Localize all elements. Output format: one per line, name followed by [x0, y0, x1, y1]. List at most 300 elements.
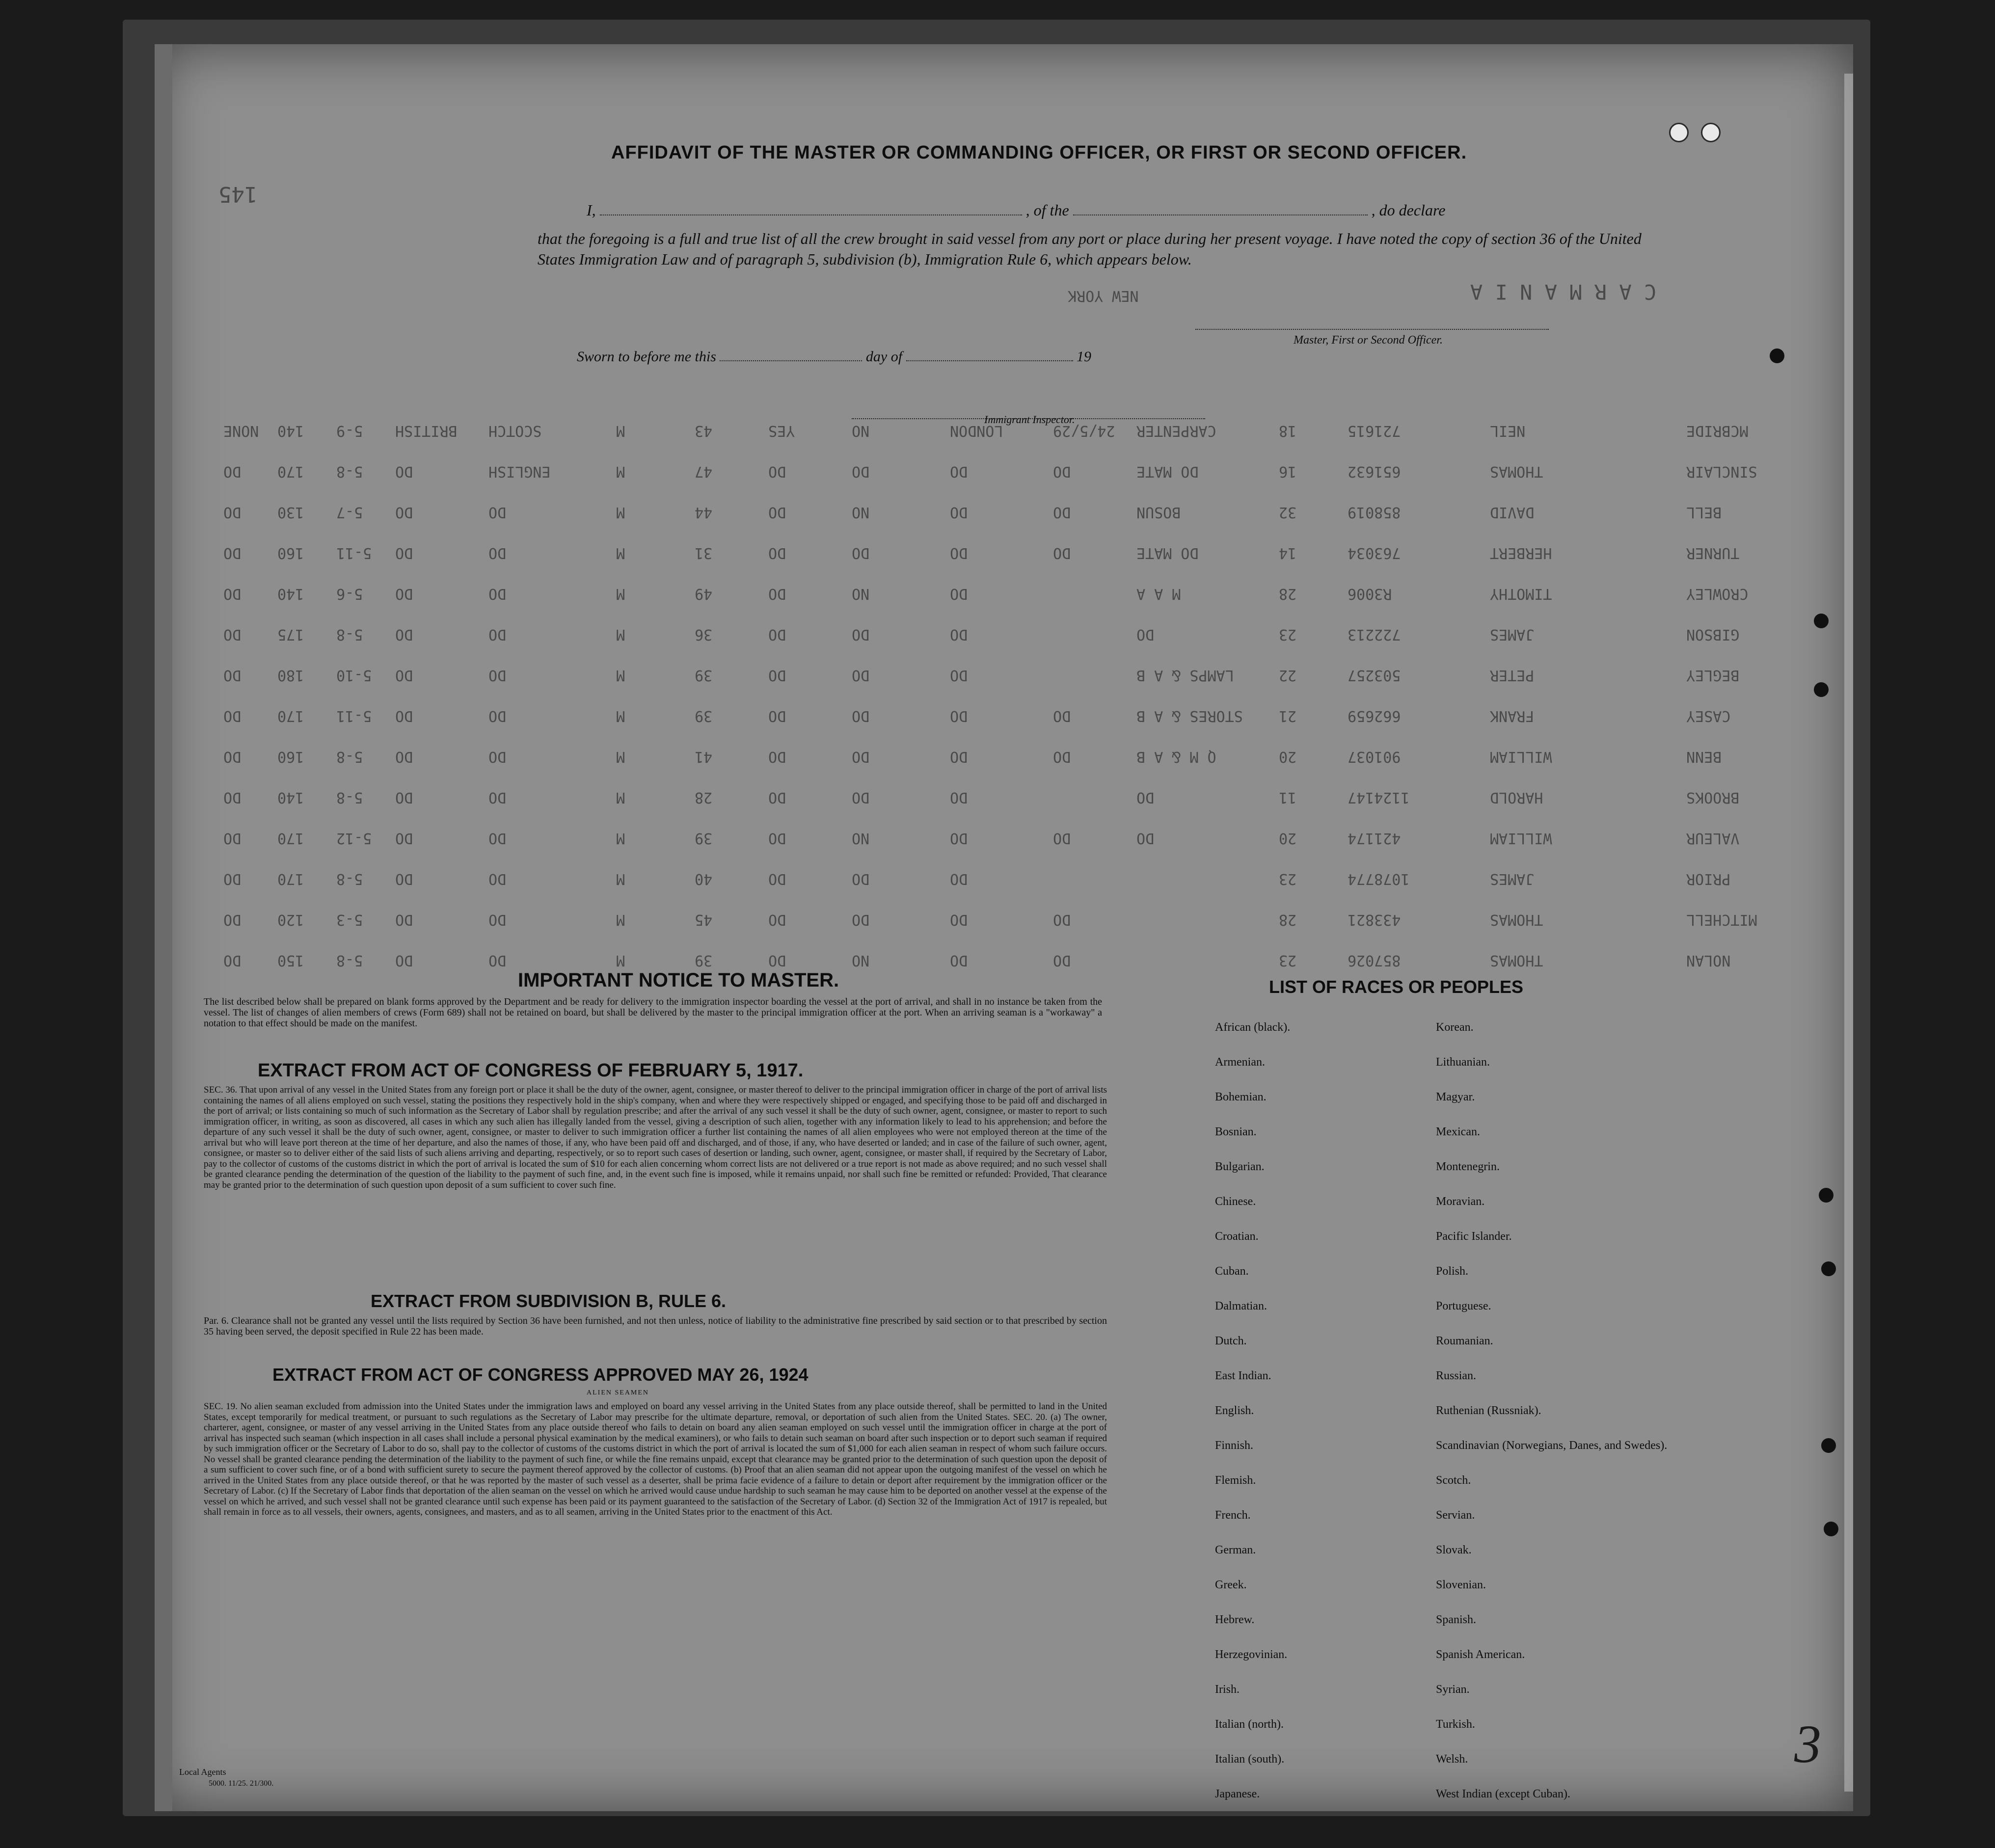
crew-cell-height: 5-3 — [336, 911, 363, 928]
crew-cell-number: 503257 — [1348, 667, 1401, 684]
footer-print-code: 5000. 11/25. 21/300. — [209, 1779, 274, 1788]
crew-cell-date: DO — [1053, 707, 1071, 724]
crew-row — [223, 870, 1794, 900]
race-item: Polish. — [1436, 1265, 1469, 1278]
crew-cell-years: 23 — [1279, 870, 1297, 887]
crew-cell-port: DO — [950, 789, 968, 806]
crew-cell-surname: PRIOR — [1686, 870, 1731, 887]
crew-cell-years: 22 — [1279, 667, 1297, 684]
crew-cell-marks: DO — [223, 504, 242, 521]
extract-1917-body: SEC. 36. That upon arrival of any vessel in the United States from any foreign port or place it shall be the duty of the owner, agent, consignee, or master thereof to deliver to the principal immigration officer in charge of the port of arrival lists containing the names of all aliens employed on such vessel, stating the positions they respectively hold in the ship's company, when and where they were respectively shipped or engaged, and specifying those to be paid off and discharged in the port of arrival; or lists containing so much of such information as the Secretary of Labor shall by regulation prescribe; and after the arrival of any such vessel it shall be the duty of such owner, agent, consignee, or master to report to such immigration officer, in writing, as soon as discovered, all cases in which any such alien has illegally landed from the vessel, giving a description of such alien, together with any information likely to lead to his apprehension; and before the departure of any such vessel it shall be the duty of such owner, agent, consignee, or master to deliver to such immigration officer a further list containing the names of all alien employees who were not employed thereon at the time of the arrival but who will leave port thereon at the time of her departure, and also the names of those, if any, who have been paid off and discharged, and of those, if any, who have deserted or landed; and in case of the failure of such owner, agent, consignee, or master so to deliver either of the said lists of such aliens arriving and departing, respectively, or so to report such cases of desertion or landing, such owner, agent, consignee, or master shall, if required by the Secretary of Labor, pay to the collector of customs of the customs district in which the port of arrival is located the sum of $10 for each alien concerning whom correct lists are not delivered or a true report is not made as above required; and no such vessel shall be granted clearance pending the determination of the question of the liability to the payment of such fine, and, in the event such fine is imposed, while it remains unpaid, nor shall such fine be remitted or refunded: Provided, That clearance may be granted prior to the determination of such question upon deposit of a sum sufficient to cover such fine. — [204, 1085, 1107, 1190]
crew-cell-date: DO — [1053, 911, 1071, 928]
race-item: East Indian. — [1215, 1369, 1271, 1382]
crew-cell-marks: DO — [223, 748, 242, 765]
binder-hole-icon — [1821, 1261, 1836, 1276]
crew-cell-given: FRANK — [1490, 707, 1535, 724]
sworn-line — [577, 348, 1362, 365]
crew-cell-age: 41 — [695, 748, 713, 765]
crew-cell-number: 421174 — [1348, 830, 1401, 847]
crew-list-bleedthrough — [223, 422, 1794, 1031]
crew-cell-port: DO — [950, 911, 968, 928]
extract-1917-title: EXTRACT FROM ACT OF CONGRESS OF FEBRUARY 5, 1917. — [258, 1060, 804, 1081]
crew-cell-given: PETER — [1490, 667, 1535, 684]
crew-cell-given: WILLIAM — [1490, 830, 1552, 847]
crew-row — [223, 504, 1794, 533]
crew-cell-port: DO — [950, 870, 968, 887]
crew-cell-nationality: DO — [395, 707, 413, 724]
crew-cell-port: DO — [950, 626, 968, 643]
crew-cell-port: DO — [950, 667, 968, 684]
crew-cell-read: DO — [768, 830, 786, 847]
crew-cell-surname: CROWLEY — [1686, 585, 1749, 602]
crew-cell-capacity: CARPENTER — [1136, 422, 1216, 439]
crew-cell-marks: DO — [223, 463, 242, 480]
crew-cell-flag: DO — [852, 748, 870, 765]
crew-cell-marks: NONE — [223, 422, 259, 439]
crew-cell-age: 39 — [695, 830, 713, 847]
crew-cell-weight: 175 — [277, 626, 304, 643]
crew-cell-age: 39 — [695, 667, 713, 684]
affidavit-suffix: , do declare — [1371, 201, 1446, 219]
crew-cell-port: DO — [950, 585, 968, 602]
crew-cell-date: DO — [1053, 830, 1071, 847]
crew-cell-port: DO — [950, 504, 968, 521]
crew-cell-capacity: DO — [1136, 830, 1155, 847]
crew-cell-surname: BELL — [1686, 504, 1722, 521]
race-item: Mexican. — [1436, 1125, 1480, 1138]
crew-cell-age: 49 — [695, 585, 713, 602]
crew-cell-marks: DO — [223, 870, 242, 887]
binder-hole-icon — [1770, 348, 1784, 363]
race-item: Slovak. — [1436, 1544, 1472, 1556]
crew-cell-years: 23 — [1279, 952, 1297, 969]
crew-cell-sex: M — [616, 911, 625, 928]
sheet-edge — [1844, 74, 1853, 1792]
affidavit-declare-line — [587, 201, 1667, 219]
crew-cell-weight: 130 — [277, 504, 304, 521]
crew-cell-read: DO — [768, 463, 786, 480]
crew-cell-given: HAROLD — [1490, 789, 1543, 806]
crew-cell-port: LONDON — [950, 422, 1003, 439]
crew-row — [223, 789, 1794, 818]
sworn-day: day of — [865, 348, 903, 365]
crew-cell-surname: MCBRIDE — [1686, 422, 1749, 439]
crew-cell-port: DO — [950, 748, 968, 765]
crew-cell-given: JAMES — [1490, 870, 1535, 887]
crew-cell-port: DO — [950, 544, 968, 562]
crew-cell-flag: DO — [852, 463, 870, 480]
crew-cell-number: 433821 — [1348, 911, 1401, 928]
crew-cell-race: DO — [488, 748, 507, 765]
crew-cell-flag: DO — [852, 789, 870, 806]
race-item: Herzegovinian. — [1215, 1648, 1288, 1661]
races-title: LIST OF RACES OR PEOPLES — [1269, 977, 1524, 997]
crew-cell-read: DO — [768, 626, 786, 643]
crew-cell-marks: DO — [223, 789, 242, 806]
race-item: Irish. — [1215, 1683, 1240, 1696]
crew-cell-weight: 170 — [277, 463, 304, 480]
crew-cell-flag: DO — [852, 707, 870, 724]
crew-cell-capacity: DO — [1136, 789, 1155, 806]
crew-cell-weight: 160 — [277, 544, 304, 562]
crew-cell-height: 5-8 — [336, 789, 363, 806]
race-item: Servian. — [1436, 1509, 1475, 1522]
crew-cell-race: SCOTCH — [488, 422, 542, 439]
crew-cell-weight: 170 — [277, 707, 304, 724]
crew-cell-height: 5-8 — [336, 952, 363, 969]
punch-hole-icon — [1701, 123, 1721, 142]
ghost-page-number: 145 — [218, 182, 258, 207]
crew-cell-marks: DO — [223, 952, 242, 969]
crew-cell-sex: M — [616, 707, 625, 724]
race-item: African (black). — [1215, 1021, 1291, 1034]
crew-cell-weight: 170 — [277, 870, 304, 887]
race-item: Montenegrin. — [1436, 1160, 1500, 1173]
crew-cell-age: 36 — [695, 626, 713, 643]
crew-cell-sex: M — [616, 870, 625, 887]
crew-cell-read: DO — [768, 585, 786, 602]
crew-cell-read: DO — [768, 952, 786, 969]
crew-cell-age: 39 — [695, 952, 713, 969]
crew-cell-date: DO — [1053, 952, 1071, 969]
crew-cell-flag: DO — [852, 667, 870, 684]
extract-rule6-title: EXTRACT FROM SUBDIVISION B, RULE 6. — [371, 1291, 727, 1311]
crew-cell-surname: BEGLEY — [1686, 667, 1740, 684]
crew-cell-date: DO — [1053, 504, 1071, 521]
crew-cell-sex: M — [616, 504, 625, 521]
crew-row — [223, 830, 1794, 859]
crew-cell-port: DO — [950, 830, 968, 847]
crew-cell-race: DO — [488, 626, 507, 643]
race-item: Cuban. — [1215, 1265, 1249, 1278]
notice-title: IMPORTANT NOTICE TO MASTER. — [518, 969, 839, 991]
inspector-label: Immigrant Inspector. — [984, 413, 1075, 426]
crew-cell-height: 5-7 — [336, 504, 363, 521]
crew-cell-surname: TURNER — [1686, 544, 1740, 562]
crew-cell-height: 5-8 — [336, 748, 363, 765]
crew-cell-weight: 160 — [277, 748, 304, 765]
crew-cell-nationality: DO — [395, 585, 413, 602]
race-item: Spanish American. — [1436, 1648, 1525, 1661]
crew-cell-flag: NO — [852, 422, 870, 439]
crew-cell-years: 28 — [1279, 911, 1297, 928]
race-item: Pacific Islander. — [1436, 1230, 1512, 1243]
race-item: Japanese. — [1215, 1788, 1260, 1800]
crew-cell-number: 662659 — [1348, 707, 1401, 724]
crew-cell-read: DO — [768, 911, 786, 928]
binding-strip — [155, 44, 172, 1811]
sworn-month-field[interactable] — [906, 360, 1073, 361]
race-item: Syrian. — [1436, 1683, 1470, 1696]
crew-cell-marks: DO — [223, 585, 242, 602]
crew-cell-number: 1124147 — [1348, 789, 1410, 806]
crew-cell-flag: NO — [852, 952, 870, 969]
crew-cell-marks: DO — [223, 626, 242, 643]
crew-cell-date: DO — [1053, 748, 1071, 765]
crew-cell-race: DO — [488, 707, 507, 724]
master-name-field[interactable] — [600, 214, 1022, 215]
crew-cell-sex: M — [616, 667, 625, 684]
crew-cell-surname: BROOKS — [1686, 789, 1740, 806]
crew-cell-flag: DO — [852, 870, 870, 887]
crew-cell-marks: DO — [223, 667, 242, 684]
crew-cell-date: 24/5/29 — [1053, 422, 1115, 439]
master-signature-label: Master, First or Second Officer. — [1294, 334, 1443, 347]
affidavit-prefix: I, — [587, 201, 596, 219]
crew-cell-age: 40 — [695, 870, 713, 887]
crew-cell-number: 1078774 — [1348, 870, 1410, 887]
crew-cell-capacity: DO — [1136, 626, 1155, 643]
crew-cell-surname: NOLAN — [1686, 952, 1731, 969]
crew-cell-read: DO — [768, 789, 786, 806]
crew-cell-read: YES — [768, 422, 795, 439]
crew-cell-number: 763034 — [1348, 544, 1401, 562]
crew-cell-years: 20 — [1279, 748, 1297, 765]
crew-cell-given: WILLIAM — [1490, 748, 1552, 765]
crew-cell-given: NEIL — [1490, 422, 1526, 439]
crew-cell-years: 32 — [1279, 504, 1297, 521]
ghost-vessel-name: C A R M A N I A — [1470, 280, 1657, 304]
crew-cell-capacity: M A A — [1136, 585, 1181, 602]
race-item: Russian. — [1436, 1369, 1477, 1382]
crew-cell-number: 722213 — [1348, 626, 1401, 643]
crew-cell-sex: M — [616, 952, 625, 969]
crew-cell-years: 14 — [1279, 544, 1297, 562]
crew-cell-given: DAVID — [1490, 504, 1535, 521]
crew-cell-height: 5-6 — [336, 585, 363, 602]
crew-cell-weight: 120 — [277, 911, 304, 928]
race-item: Korean. — [1436, 1021, 1474, 1034]
handwritten-page-mark: 3 — [1794, 1714, 1821, 1774]
crew-cell-weight: 150 — [277, 952, 304, 969]
crew-cell-date: DO — [1053, 544, 1071, 562]
crew-cell-race: DO — [488, 544, 507, 562]
extract-1924-title: EXTRACT FROM ACT OF CONGRESS APPROVED MAY 26, 1924 — [272, 1365, 809, 1385]
crew-cell-years: 21 — [1279, 707, 1297, 724]
race-item: Turkish. — [1436, 1718, 1475, 1731]
vessel-name-field[interactable] — [1073, 214, 1368, 215]
crew-cell-sex: M — [616, 748, 625, 765]
crew-cell-nationality: DO — [395, 870, 413, 887]
race-item: Lithuanian. — [1436, 1056, 1490, 1069]
crew-cell-read: DO — [768, 748, 786, 765]
crew-row — [223, 748, 1794, 777]
binder-hole-icon — [1821, 1438, 1836, 1453]
crew-cell-weight: 140 — [277, 585, 304, 602]
races-right-column — [1436, 1021, 1691, 1811]
binder-hole-icon — [1814, 614, 1829, 628]
crew-row — [223, 585, 1794, 615]
crew-cell-flag: NO — [852, 830, 870, 847]
crew-cell-port: DO — [950, 707, 968, 724]
race-item: Spanish. — [1436, 1613, 1477, 1626]
crew-row — [223, 667, 1794, 696]
notice-body: The list described below shall be prepared on blank forms approved by the Department and be ready for delivery to the immigration inspector boarding the vessel at the port of arrival, and shall in no instance be taken from the vessel. The list of changes of alien members of crews (Form 689) shall not be retained on board, but shall be delivered by the master to the principal immigration officer at the port. When an arriving seaman is a "workaway" a notation to that effect should be made on the manifest. — [204, 996, 1102, 1029]
race-item: Italian (north). — [1215, 1718, 1284, 1731]
crew-cell-surname: SINCLAIR — [1686, 463, 1757, 480]
master-signature-line[interactable] — [1195, 329, 1549, 330]
crew-cell-given: THOMAS — [1490, 911, 1543, 928]
ghost-port-name: NEW YORK — [1068, 287, 1139, 304]
crew-cell-port: DO — [950, 952, 968, 969]
race-item: German. — [1215, 1544, 1256, 1556]
crew-cell-marks: DO — [223, 911, 242, 928]
race-item: Finnish. — [1215, 1439, 1254, 1452]
crew-cell-height: 5-11 — [336, 707, 372, 724]
crew-cell-capacity: STORES & A B — [1136, 707, 1243, 724]
crew-cell-height: 5-8 — [336, 626, 363, 643]
race-item: Magyar. — [1436, 1091, 1475, 1103]
binder-hole-icon — [1814, 682, 1829, 697]
affidavit-body: that the foregoing is a full and true list of all the crew brought in said vessel from any port or place during her present voyage. I have noted the copy of section 36 of the United States Immigration Law and of paragraph 5, subdivision (b), Immigration Rule 6, which appears below. — [538, 230, 1642, 268]
crew-cell-nationality: DO — [395, 789, 413, 806]
crew-cell-sex: M — [616, 789, 625, 806]
crew-cell-years: 18 — [1279, 422, 1297, 439]
crew-cell-given: THOMAS — [1490, 952, 1543, 969]
crew-cell-nationality: DO — [395, 626, 413, 643]
punch-hole-icon — [1669, 123, 1689, 142]
crew-cell-age: 28 — [695, 789, 713, 806]
crew-cell-nationality: DO — [395, 544, 413, 562]
crew-cell-marks: DO — [223, 544, 242, 562]
sworn-prefix: Sworn to before me this — [577, 348, 716, 365]
crew-cell-marks: DO — [223, 830, 242, 847]
crew-cell-date: DO — [1053, 463, 1071, 480]
races-left-column — [1215, 1021, 1470, 1811]
sworn-year: 19 — [1077, 348, 1092, 365]
crew-cell-given: TIMOTHY — [1490, 585, 1552, 602]
crew-cell-race: DO — [488, 830, 507, 847]
race-item: English. — [1215, 1404, 1254, 1417]
crew-cell-height: 5-8 — [336, 870, 363, 887]
crew-cell-capacity: Q M & A B — [1136, 748, 1216, 765]
crew-cell-height: 5-12 — [336, 830, 372, 847]
race-item: Bulgarian. — [1215, 1160, 1265, 1173]
affidavit-mid: , of the — [1025, 201, 1069, 219]
crew-cell-read: DO — [768, 544, 786, 562]
crew-cell-years: 11 — [1279, 789, 1297, 806]
crew-cell-flag: DO — [852, 626, 870, 643]
race-item: Scotch. — [1436, 1474, 1471, 1487]
crew-row — [223, 911, 1794, 940]
crew-cell-race: DO — [488, 789, 507, 806]
footer-agents: Local Agents — [179, 1767, 226, 1777]
crew-cell-race: DO — [488, 585, 507, 602]
crew-cell-sex: M — [616, 585, 625, 602]
crew-cell-number: 858019 — [1348, 504, 1401, 521]
race-item: Dalmatian. — [1215, 1300, 1267, 1312]
crew-cell-flag: NO — [852, 504, 870, 521]
crew-cell-number: 721615 — [1348, 422, 1401, 439]
race-item: Slovenian. — [1436, 1579, 1486, 1591]
crew-cell-age: 31 — [695, 544, 713, 562]
race-item: Hebrew. — [1215, 1613, 1255, 1626]
crew-cell-capacity: LAMPS & A B — [1136, 667, 1234, 684]
extract-1924-subtitle: ALIEN SEAMEN — [587, 1389, 649, 1396]
race-item: Bosnian. — [1215, 1125, 1257, 1138]
crew-cell-race: DO — [488, 952, 507, 969]
crew-cell-nationality: DO — [395, 667, 413, 684]
extract-1924-body: SEC. 19. No alien seaman excluded from admission into the United States under the immigration laws and employed on board any vessel arriving in the United States from any place outside thereof, shall be permitted to land in the United States, except temporarily for medical treatment, or pursuant to such regulations as the Secretary of Labor may prescribe for the ultimate departure, removal, or deportation of such alien from the United States. SEC. 20. (a) The owner, charterer, agent, consignee, or master of any vessel arriving in the United States from any place outside thereof who fails to detain on board any alien seaman employed on such vessel until the immigration officer in charge at the port of arrival has inspected such seaman (which inspection in all cases shall include a personal physical examination by the medical examiners), or who fails to detain such seaman on board after such inspection or to deport such seaman if required by such immigration officer or the Secretary of Labor to do so, shall pay to the collector of customs of the customs district in which the port of arrival is located the sum of $1,000 for each alien seaman in respect of whom such failure occurs. No vessel shall be granted clearance pending the determination of the liability to the payment of such fine, or while the fine remains unpaid, except that clearance may be granted prior to the determination of such question upon the deposit of a sum sufficient to cover such fine, or of a bond with sufficient surety to secure the payment thereof approved by the collector of customs. (b) Proof that an alien seaman did not appear upon the outgoing manifest of the vessel on which he arrived in the United States from any place outside thereof, or that he was reported by the master of such vessel as a deserter, shall be prima facie evidence of a failure to detain or deport after requirement by the immigration officer or the Secretary of Labor. (c) If the Secretary of Labor finds that deportation of the alien seaman on the vessel on which he arrived would cause undue hardship to such seaman he may cause him to be deported on another vessel at the expense of the vessel on which he arrived, and such vessel shall not be granted clearance until such expense has been paid or its payment guaranteed to the satisfaction of the Secretary of Labor. (d) Section 32 of the Immigration Act of 1917 is repealed, but shall remain in force as to all vessels, their owners, agents, consignees, and masters, and as to all seamen, arriving in the United States prior to the enactment of this Act. — [204, 1401, 1107, 1517]
crew-cell-race: DO — [488, 667, 507, 684]
crew-cell-race: DO — [488, 870, 507, 887]
crew-cell-nationality: DO — [395, 504, 413, 521]
crew-cell-sex: M — [616, 422, 625, 439]
crew-cell-read: DO — [768, 504, 786, 521]
crew-cell-port: DO — [950, 463, 968, 480]
crew-row — [223, 463, 1794, 492]
crew-cell-nationality: DO — [395, 830, 413, 847]
crew-cell-surname: MITCHELL — [1686, 911, 1757, 928]
crew-cell-number: 857026 — [1348, 952, 1401, 969]
crew-cell-surname: BENN — [1686, 748, 1722, 765]
crew-cell-weight: 140 — [277, 422, 304, 439]
crew-cell-sex: M — [616, 544, 625, 562]
crew-cell-height: 5-11 — [336, 544, 372, 562]
crew-cell-number: 901037 — [1348, 748, 1401, 765]
race-item: Armenian. — [1215, 1056, 1265, 1069]
manifest-page — [155, 44, 1853, 1811]
crew-cell-nationality: DO — [395, 463, 413, 480]
race-item: French. — [1215, 1509, 1251, 1522]
crew-cell-race: DO — [488, 911, 507, 928]
race-item: Bohemian. — [1215, 1091, 1267, 1103]
crew-cell-height: 5-10 — [336, 667, 372, 684]
race-item: Welsh. — [1436, 1753, 1468, 1766]
crew-cell-given: HERBERT — [1490, 544, 1552, 562]
crew-cell-years: 20 — [1279, 830, 1297, 847]
crew-cell-sex: M — [616, 626, 625, 643]
crew-cell-given: THOMAS — [1490, 463, 1543, 480]
crew-cell-read: DO — [768, 870, 786, 887]
crew-row — [223, 544, 1794, 574]
crew-cell-capacity: BOSUN — [1136, 504, 1181, 521]
crew-cell-nationality: DO — [395, 911, 413, 928]
crew-cell-years: 23 — [1279, 626, 1297, 643]
crew-cell-number: 651632 — [1348, 463, 1401, 480]
race-item: Croatian. — [1215, 1230, 1259, 1243]
crew-cell-height: 5-9 — [336, 422, 363, 439]
crew-cell-age: 44 — [695, 504, 713, 521]
crew-cell-weight: 170 — [277, 830, 304, 847]
race-item: West Indian (except Cuban). — [1436, 1788, 1570, 1800]
crew-cell-surname: VALEUR — [1686, 830, 1740, 847]
crew-cell-height: 5-8 — [336, 463, 363, 480]
race-item: Dutch. — [1215, 1335, 1247, 1347]
crew-cell-years: 16 — [1279, 463, 1297, 480]
crew-cell-flag: NO — [852, 585, 870, 602]
crew-cell-nationality: DO — [395, 748, 413, 765]
crew-cell-flag: DO — [852, 911, 870, 928]
crew-cell-age: 43 — [695, 422, 713, 439]
race-item: Ruthenian (Russniak). — [1436, 1404, 1541, 1417]
crew-cell-read: DO — [768, 667, 786, 684]
crew-cell-capacity: DO MATE — [1136, 544, 1199, 562]
crew-cell-weight: 180 — [277, 667, 304, 684]
crew-cell-nationality: DO — [395, 952, 413, 969]
extract-rule6-body: Par. 6. Clearance shall not be granted any vessel until the lists required by Section 36 have been furnished, and not then unless, notice of liability to the administrative fine prescribed by said section or to that prescribed by section 35 having been served, the deposit specified in Rule 22 has been made. — [204, 1315, 1107, 1337]
crew-cell-weight: 140 — [277, 789, 304, 806]
race-item: Italian (south). — [1215, 1753, 1285, 1766]
crew-cell-marks: DO — [223, 707, 242, 724]
race-item: Chinese. — [1215, 1195, 1256, 1208]
race-item: Roumanian. — [1436, 1335, 1493, 1347]
crew-row — [223, 952, 1794, 981]
affidavit-title: AFFIDAVIT OF THE MASTER OR COMMANDING OFFICER, OR FIRST OR SECOND OFFICER. — [611, 142, 1467, 163]
crew-cell-years: 28 — [1279, 585, 1297, 602]
crew-cell-age: 47 — [695, 463, 713, 480]
sworn-date-field[interactable] — [720, 360, 862, 361]
